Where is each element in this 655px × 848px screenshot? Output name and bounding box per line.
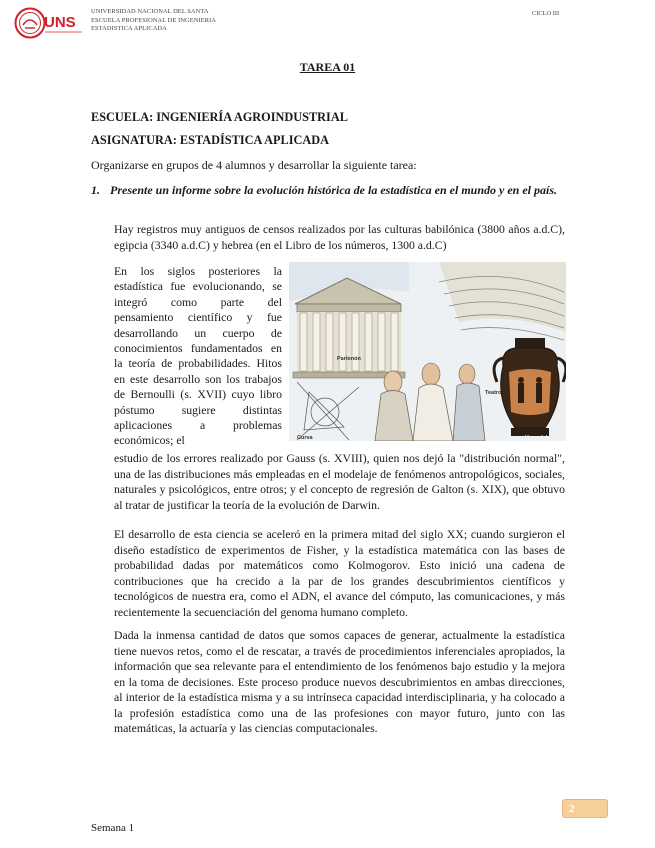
question-item — [91, 182, 569, 198]
institution-line: UNIVERSIDAD NACIONAL DEL SANTA — [91, 8, 209, 15]
label-curve: Curva — [297, 435, 313, 441]
footer-week: Semana 1 — [91, 822, 135, 834]
history-illustration — [289, 262, 566, 441]
uns-logo — [14, 6, 86, 40]
question-number: 1. — [91, 183, 100, 197]
subject-heading: ASIGNATURA: ESTADÍSTICA APLICADA — [91, 133, 330, 147]
paragraph-evolution-left: En los siglos posteriores la estadística fue evolucionando, se integró como parte del pensamiento científico y fue desarrollando un cuerpo de conocimientos fundamentados en la teoría de probabilidades. Hitos en este desarrollo son los trabajos de Bernoulli (s. XVII) cuyo libro póstumo sugiere distintas aplicaciones a problemas económicos; el — [114, 265, 282, 448]
paragraph-twentieth-century: El desarrollo de esta ciencia se aceleró en la primera mitad del siglo XX; cuando surgieron el diseño estadístico de experimentos de Fisher, y la estadística matemática con las bases de probabilidad dadas por matemáticos como Kolmogorov. Esto inició una cadena de contribuciones que ha crecido a la par de los grandes descubrimientos científicos y tecnológicos de nuestra era, como el ADN, el avance del cómputo, las comunicaciones, y más recientemente la secuenciación del genoma humano completo. — [114, 528, 565, 619]
instructions-text: Organizarse en grupos de 4 alumnos y desarrollar la siguiente tarea: — [91, 158, 417, 172]
paragraph-new-challenges: Dada la inmensa cantidad de datos que somos capaces de generar, actualmente la estadística tiene nuevos retos, como el de rescatar, a través de procedimientos inferenciales apropiados, la información que sea relevante para el entendimiento de los fenómenos bajo estudio y la mejora en la toma de decisiones. Este proceso produce nuevos descubrimientos en ambas direcciones, al interior de la estadística misma y a su intrínseca capacidad interdisciplinaria, y ha colocado a la profesión estadística como una de las profesiones con mayor futuro, junto con las matemáticas, la actuaría y las ciencias computacionales. — [114, 629, 565, 735]
institution-line: ESTADISTICA APLICADA — [91, 25, 167, 33]
cycle-label: CICLO III — [532, 10, 560, 17]
institution-block — [91, 8, 216, 34]
logo-text: UNS — [44, 14, 76, 31]
paragraph-evolution-continued: estudio de los errores realizado por Gauss (s. XVIII), quien nos dejó la "distribución normal", una de las distribuciones más empleadas en el modelaje de fenómenos antropológicos, sociales, naturales y psicológicos, entre otros; y el concepto de regresión de Galton (s. XIX), que obtuvo al tratar de justificar la teoría de la evolución de Darwin. — [114, 452, 565, 512]
institution-line: ESCUELA PROFESIONAL DE INGENIERIA — [91, 16, 217, 24]
label-vase: Vaso del — [525, 435, 548, 441]
label-theater: Teatro — [485, 390, 502, 396]
paragraph-censuses: Hay registros muy antiguos de censos realizados por las culturas babilónica (3800 años a.d.C), egipcia (3340 a.d.C) y hebrea (en el Libro de los números, 1300 a.d.C) — [114, 223, 565, 252]
page-number-badge: 2 — [562, 799, 608, 818]
question-text: Presente un informe sobre la evolución histórica de la estadística en el mundo y en el país. — [110, 183, 557, 197]
philosophers-figures — [375, 363, 485, 441]
label-parthenon: Partenón — [337, 356, 361, 362]
school-heading: ESCUELA: INGENIERÍA AGROINDUSTRIAL — [91, 110, 348, 124]
page-title: TAREA 01 — [299, 60, 356, 74]
